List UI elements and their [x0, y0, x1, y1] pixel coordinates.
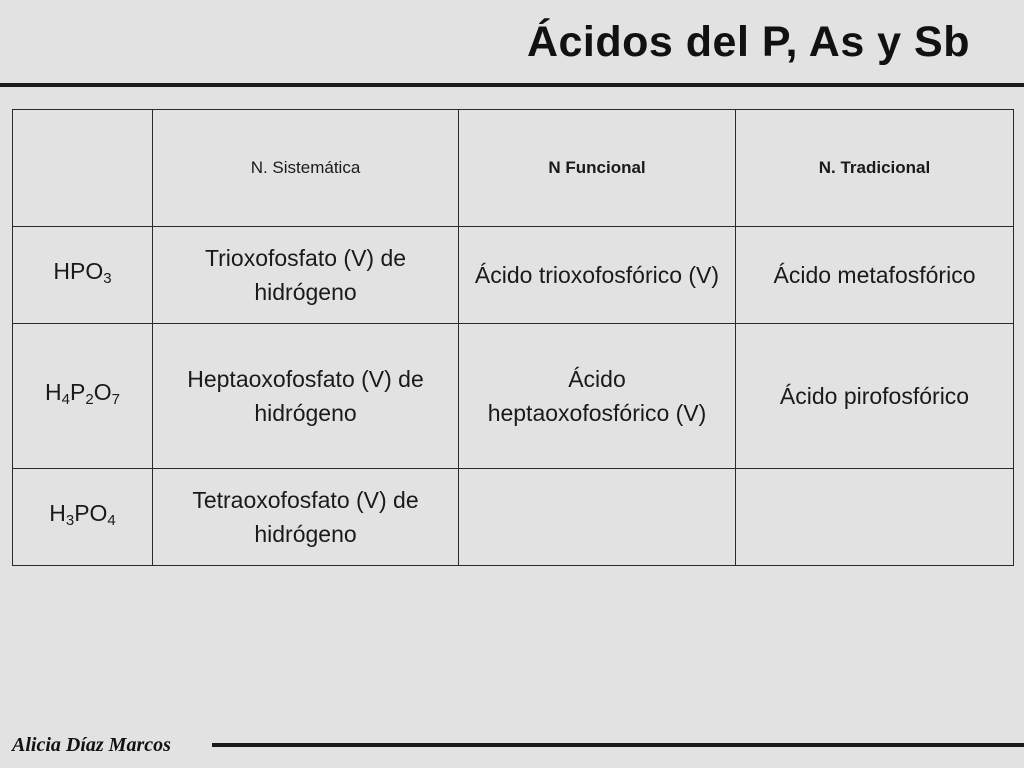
- sistematica-cell: Tetraoxofosfato (V) de hidrógeno: [153, 469, 459, 566]
- table-row: [13, 469, 1014, 566]
- table-header-row: [13, 110, 1014, 227]
- sistematica-cell: Heptaoxofosfato (V) de hidrógeno: [153, 324, 459, 469]
- acid-nomenclature-table: [12, 109, 1014, 566]
- header-sistematica: N. Sistemática: [153, 110, 459, 227]
- formula-cell: $H_3PO_4$: [13, 469, 153, 566]
- formula-cell: $HPO_3$: [13, 227, 153, 324]
- funcional-cell: Ácido heptaoxofosfórico (V): [459, 324, 736, 469]
- author-signature: Alicia Díaz Marcos: [12, 734, 171, 756]
- table-row: [13, 227, 1014, 324]
- formula-cell: $H_4P_2O_7$: [13, 324, 153, 469]
- title-divider: [0, 83, 1024, 87]
- tradicional-cell: Ácido metafosfórico: [736, 227, 1014, 324]
- header-formula: [13, 110, 153, 227]
- funcional-cell: [459, 469, 736, 566]
- footer-divider: [212, 743, 1024, 747]
- slide-title: Ácidos del P, As y Sb: [526, 18, 970, 66]
- table-row: [13, 324, 1014, 469]
- funcional-cell: Ácido trioxofosfórico (V): [459, 227, 736, 324]
- header-tradicional: N. Tradicional: [736, 110, 1014, 227]
- tradicional-cell: Ácido pirofosfórico: [736, 324, 1014, 469]
- sistematica-cell: Trioxofosfato (V) de hidrógeno: [153, 227, 459, 324]
- header-funcional: N Funcional: [459, 110, 736, 227]
- tradicional-cell: [736, 469, 1014, 566]
